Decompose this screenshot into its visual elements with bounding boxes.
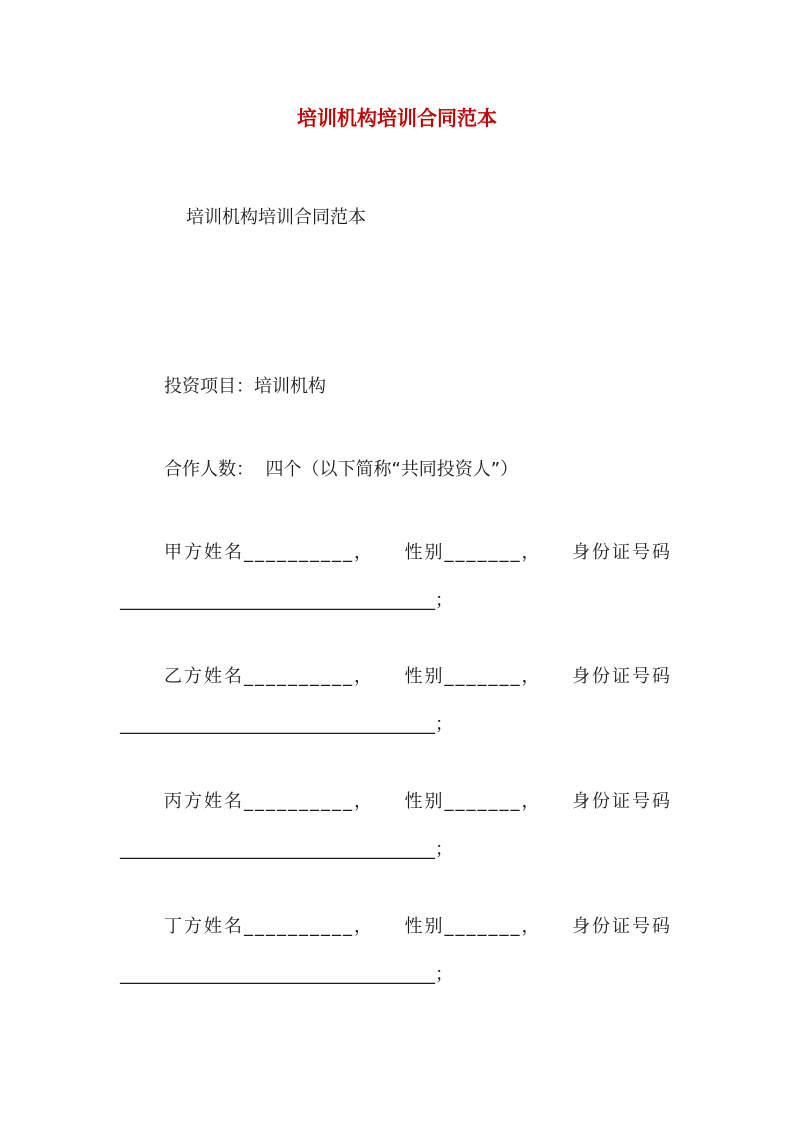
party-c-info-line: [120, 790, 672, 814]
party-c-id-blank: ___________________________________；: [120, 839, 453, 860]
party-a-id-label: 身份证号码: [572, 542, 672, 563]
party-c-name-field: 丙方姓名__________，: [164, 791, 374, 812]
party-c-block: [120, 790, 672, 862]
party-b-block: [120, 665, 672, 737]
party-a-info-line: [120, 541, 672, 565]
party-c-gender-field: 性别_______，: [404, 791, 542, 812]
investment-project-line: 投资项目：培训机构: [164, 376, 326, 397]
party-d-info-line: [120, 915, 672, 939]
party-d-gender-field: 性别_______，: [404, 916, 542, 937]
party-d-name-field: 丁方姓名__________，: [164, 916, 374, 937]
party-b-gender-field: 性别_______，: [404, 666, 542, 687]
party-b-id-blank: ___________________________________；: [120, 714, 453, 735]
party-d-id-blank: ___________________________________；: [120, 964, 453, 985]
party-b-id-label: 身份证号码: [572, 666, 672, 687]
party-c-id-label: 身份证号码: [572, 791, 672, 812]
party-d-block: [120, 915, 672, 987]
party-b-name-field: 乙方姓名__________，: [164, 666, 374, 687]
document-subtitle: 培训机构培训合同范本: [186, 207, 366, 228]
partner-count-line: 合作人数： 四个（以下简称“共同投资人”）: [164, 459, 519, 480]
document-title: 培训机构培训合同范本: [297, 106, 497, 130]
party-b-info-line: [120, 665, 672, 689]
party-a-block: [120, 541, 672, 613]
party-d-id-label: 身份证号码: [572, 916, 672, 937]
party-a-gender-field: 性别_______，: [404, 542, 542, 563]
party-a-name-field: 甲方姓名__________，: [164, 542, 374, 563]
party-a-id-blank: ___________________________________；: [120, 590, 453, 611]
